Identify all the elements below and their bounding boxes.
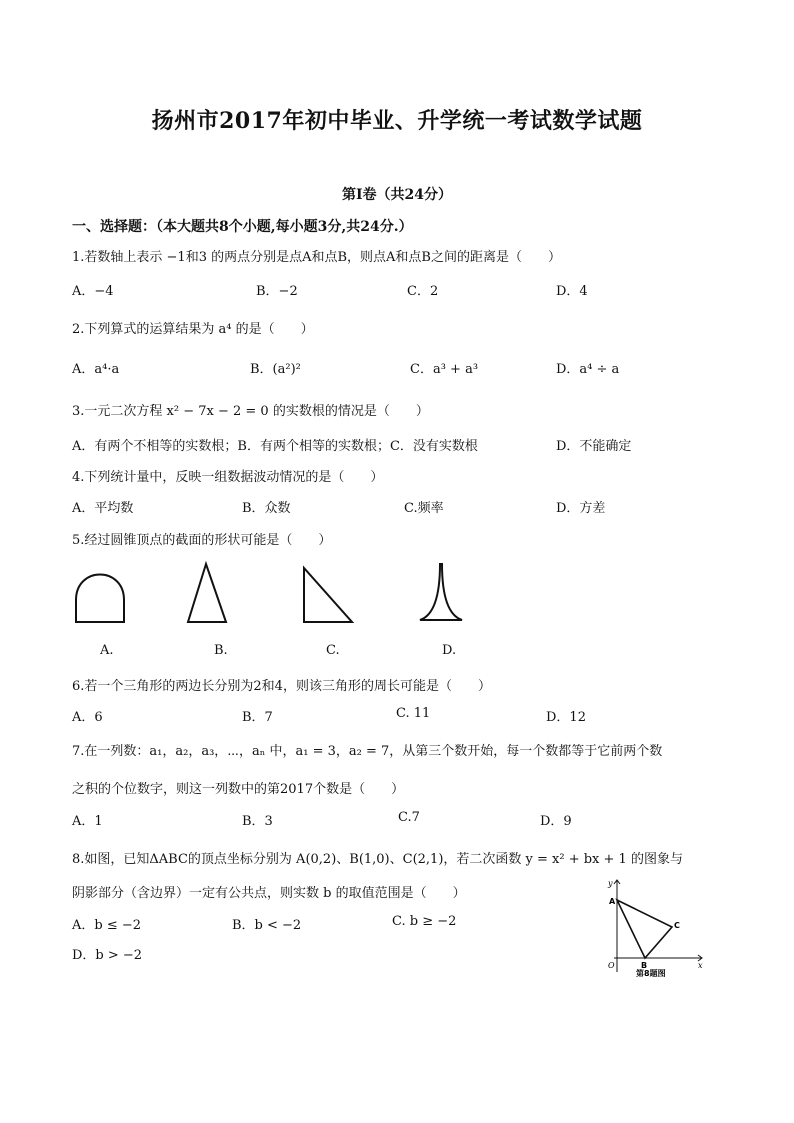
question-3: 3.一元二次方程 x² − 7x − 2 = 0 的实数根的情况是（ ） — [72, 404, 429, 419]
shape-b-triangle — [184, 560, 234, 626]
figure-caption: 第8题图 — [636, 969, 666, 978]
q4-option-d: D．方差 — [556, 501, 606, 516]
axes — [614, 880, 702, 972]
point-a-label: A — [609, 897, 616, 906]
question-8-line-1: 8.如图，已知ΔABC的顶点坐标分别为 A(0,2)、B(1,0)、C(2,1)，若二次函数 y = x² + bx + 1 的图象与 — [72, 852, 683, 867]
shape-a-parabolic-section — [72, 560, 132, 626]
q8-option-a: A．b ≤ −2 — [72, 918, 142, 933]
question-7-line-2: 之积的个位数字，则这一列数中的第2017个数是（ ） — [72, 782, 405, 797]
q2-option-a: A．a⁴·a — [72, 362, 120, 377]
triangle-abc — [617, 900, 672, 958]
question-8-line-2: 阴影部分（含边界）一定有公共点，则实数 b 的取值范围是（ ） — [72, 886, 466, 901]
axis-y-label: y — [608, 879, 613, 888]
q7-option-a: A．1 — [72, 814, 103, 829]
q4-option-b: B．众数 — [242, 501, 291, 516]
q1-option-b: B．−2 — [256, 284, 298, 299]
q3-option-abc: A．有两个不相等的实数根；B．有两个相等的实数根；C．没有实数根 — [72, 439, 478, 454]
origin-label: O — [608, 961, 615, 970]
q8-option-c: C. b ≥ −2 — [392, 914, 457, 929]
shape-b-label: B. — [214, 643, 228, 658]
q6-option-b: B．7 — [242, 710, 273, 725]
question-7-line-1: 7.在一列数：a₁，a₂，a₃，⋯，aₙ 中，a₁ = 3，a₂ = 7，从第三个数开始，每一个数都等于它前两个数 — [72, 744, 663, 759]
q7-option-c: C.7 — [398, 810, 420, 825]
question-1: 1.若数轴上表示 −1和3 的两点分别是点A和点B，则点A和点B之间的距离是（ ） — [72, 250, 561, 265]
q6-option-a: A．6 — [72, 710, 103, 725]
shape-d-label: D. — [442, 643, 457, 658]
shape-a-label: A. — [100, 643, 114, 658]
question-6: 6.若一个三角形的两边长分别为2和4，则该三角形的周长可能是（ ） — [72, 679, 491, 694]
q3-option-d: D．不能确定 — [556, 439, 632, 454]
q8-figure — [598, 876, 708, 980]
page-title: 扬州市2017年初中毕业、升学统一考试数学试题 — [151, 108, 643, 134]
section-heading: 一、选择题：（本大题共8个小题,每小题3分,共24分.） — [72, 219, 413, 235]
q1-option-c: C．2 — [407, 284, 439, 299]
q1-option-d: D．4 — [556, 284, 588, 299]
q4-option-a: A．平均数 — [72, 501, 134, 516]
q6-option-c: C. 11 — [396, 706, 431, 721]
question-2: 2.下列算式的运算结果为 a⁴ 的是（ ） — [72, 322, 314, 337]
point-c-label: C — [674, 921, 680, 930]
shape-c-right-triangle — [302, 566, 356, 626]
question-5: 5.经过圆锥顶点的截面的形状可能是（ ） — [72, 533, 332, 548]
q1-option-a: A．−4 — [72, 284, 114, 299]
q7-option-b: B．3 — [242, 814, 273, 829]
q2-option-d: D．a⁴ ÷ a — [556, 362, 620, 377]
point-b-label: B — [641, 961, 648, 970]
question-4: 4.下列统计量中，反映一组数据波动情况的是（ ） — [72, 470, 384, 485]
volume-heading: 第Ⅰ卷（共24分） — [341, 187, 453, 203]
axis-x-label: x — [698, 961, 703, 970]
q8-option-b: B．b < −2 — [232, 918, 302, 933]
q6-option-d: D．12 — [546, 710, 586, 725]
q4-option-c: C.频率 — [404, 501, 444, 516]
q2-option-b: B．(a²)² — [250, 362, 301, 377]
shape-d-curved-triangle — [418, 560, 468, 626]
q2-option-c: C．a³ + a³ — [410, 362, 479, 377]
q8-option-d: D．b > −2 — [72, 948, 143, 963]
q7-option-d: D．9 — [540, 814, 572, 829]
shape-c-label: C. — [326, 643, 340, 658]
